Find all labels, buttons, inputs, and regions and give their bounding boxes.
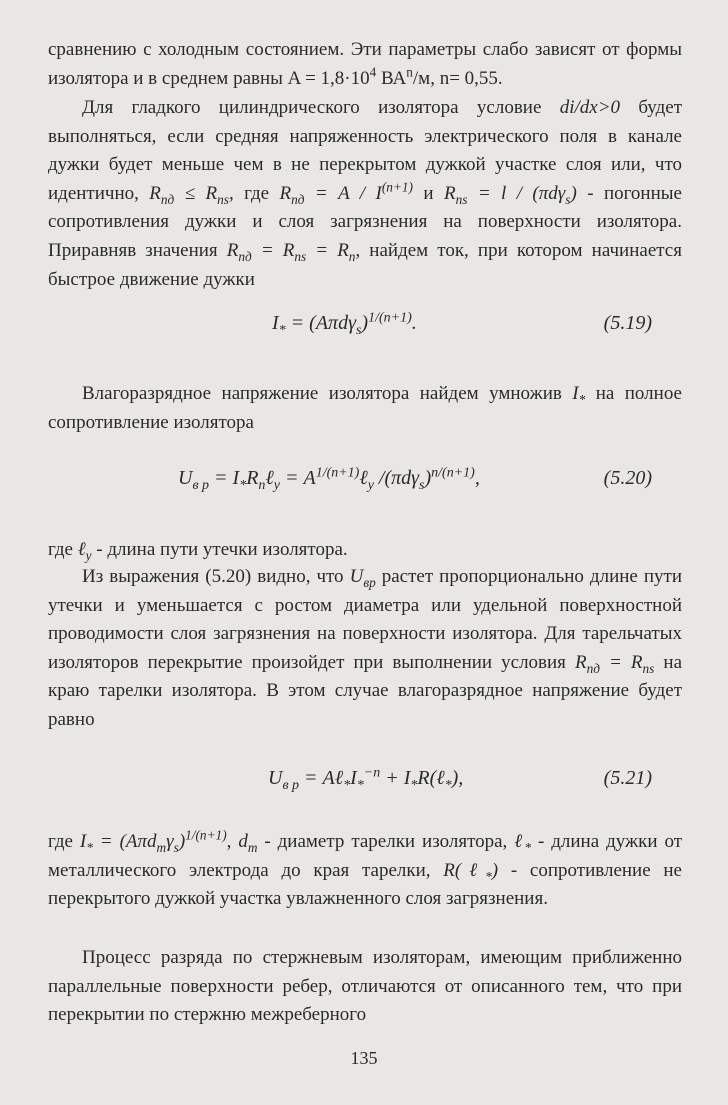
- p1-tail: /м, n= 0,55.: [412, 67, 503, 89]
- formula-r-l: R(ℓ$_*$): [443, 859, 499, 884]
- paragraph-3: Влагоразрядное напряжение изолятора найдем умножив $I_*$ на полное сопротивление изолятора: [48, 383, 682, 433]
- p2-text-d: и: [412, 182, 444, 204]
- p5-text-b: растет пропорционально длине пути утечки и уменьшается с ростом диаметра или удельной поверхностной проводимости слоя загрязнения на поверхности изолятора. Для тарельчатых изоляторов перекрытие произойдет при выполнении условия: [48, 566, 682, 673]
- paragraph-6: где $I_* = (A\pi d_m\gamma_s)^{1/(n+1)}$, $d_m$ - диаметр тарелки изолятора, ℓ$_*$ - длина дужки от металлического электрода до края тарелки, R(ℓ$_*$) - сопротивление не перекрытого дужкой участка увлажненного слоя загрязнения.: [48, 827, 683, 910]
- p2-text-c: , где: [228, 182, 280, 204]
- formula-r-pd: $R_{пд} = A / I^{(n+1)}$: [279, 179, 413, 207]
- equation-5-21-number: (5.21): [603, 767, 652, 789]
- p6-text-c: - диаметр тарелки изолятора,: [257, 831, 515, 852]
- paragraph-1: [48, 36, 682, 93]
- paragraph-2: [48, 94, 682, 294]
- equation-5-19-number: (5.19): [603, 312, 652, 334]
- p6-l-symbol: ℓ: [514, 831, 525, 852]
- p2-text-e: - погонные сопротивления дужки и слоя загрязнения на поверхности изолятора. Приравняв значения: [48, 182, 682, 261]
- equation-5-20-body: $U_{в р}$ = $I_*R_п\ell_у$ = $A^{1/(n+1)}\ell_у$ $/(\pi d\gamma_s)^{n/(n+1)}$,: [178, 465, 480, 493]
- p1-text: сравнению с холодным состоянием. Эти параметры слабо зависят от формы изолятора и в среднем равны A = 1,8·10: [48, 39, 682, 89]
- p1-unit: ВА: [376, 67, 407, 89]
- formula-r-eq: $R_{пд} = R_{ns} = R_п$: [226, 239, 356, 264]
- equation-5-19-body: $I_* = (A\pi d\gamma_s)^{1/(n+1)}$.: [272, 310, 417, 338]
- p5-symbol: U: [349, 566, 364, 587]
- p6-text-e: - сопротивление не перекрытого дужкой участка увлажненного слоя загрязнения.: [48, 859, 682, 910]
- equation-5-19: [0, 312, 728, 352]
- page-number: 135: [350, 1048, 378, 1068]
- p3-text-b: на полное сопротивление изолятора: [48, 383, 682, 433]
- paragraph-5: Из выражения (5.20) видно, что $U_{вр}$ растет пропорционально длине пути утечки и уменьшается с ростом диаметра или удельной поверхностной проводимости слоя загрязнения на поверхности изолятора. Для тарельчатых изоляторов перекрытие произойдет при выполнении условия $R_{пд} = R_{ns}$ на краю тарелки изолятора. В этом случае влагоразрядное напряжение будет равно: [48, 566, 682, 730]
- p3-symbol: I: [572, 383, 579, 404]
- p2-text-a: Для гладкого цилиндрического изолятора условие: [82, 97, 560, 118]
- p2-condition: di/dx>0: [559, 97, 621, 118]
- p1-unit-exp: n: [406, 64, 413, 80]
- p2-text-g: , найдем ток, при котором начинается быстрое движение дужки: [48, 239, 682, 290]
- p4-text-b: - длина пути утечки изолятора.: [91, 539, 348, 560]
- p6-dm-symbol: d: [238, 831, 248, 852]
- formula-r-ineq: $R_{пд} \le R_{ns}$: [149, 182, 229, 207]
- p5-text-a: Из выражения (5.20) видно, что: [82, 566, 350, 587]
- formula-r-ns: $R_{ns} = l / (\pi d\gamma_s)$: [443, 182, 577, 207]
- p1-exp: 4: [369, 64, 377, 80]
- p3-text-a: Влагоразрядное напряжение изолятора найдем умножив: [82, 383, 573, 404]
- paragraph-4: где ℓ$_у$ - длина пути утечки изолятора.: [48, 539, 348, 563]
- p6-text-d: - длина дужки от металлического электрода до края тарелки,: [48, 831, 683, 881]
- p4-symbol: ℓ: [77, 539, 86, 560]
- p4-text-a: где: [48, 539, 78, 560]
- paragraph-7: Процесс разряда по стержневым изоляторам, имеющим приближенно параллельные поверхности ребер, отличаются от описанного тем, что при перекрытии по стержню межреберного: [48, 947, 682, 1026]
- equation-5-20: [0, 467, 728, 507]
- p5-text-c: на краю тарелки изолятора. В этом случае влагоразрядное напряжение будет равно: [48, 651, 682, 730]
- p6-text-a: где: [48, 831, 80, 852]
- formula-r-cond: $R_{пд} = R_{ns}$: [574, 651, 655, 676]
- p2-text-b: будет выполняться, если средняя напряженность электрического поля в канале дужки будет меньше чем в не перекрытом дужкой участке слоя или, что идентично,: [48, 97, 682, 204]
- equation-5-21-body: $U_{в р}$ = $A\ell_*I_*^{-n}$ + $I_*R(\ell_*)$,: [268, 765, 464, 793]
- equation-5-20-number: (5.20): [603, 467, 652, 489]
- equation-5-21: [0, 767, 728, 807]
- formula-i-star: $I_* = (A\pi d_m\gamma_s)^{1/(n+1)}$: [79, 827, 227, 855]
